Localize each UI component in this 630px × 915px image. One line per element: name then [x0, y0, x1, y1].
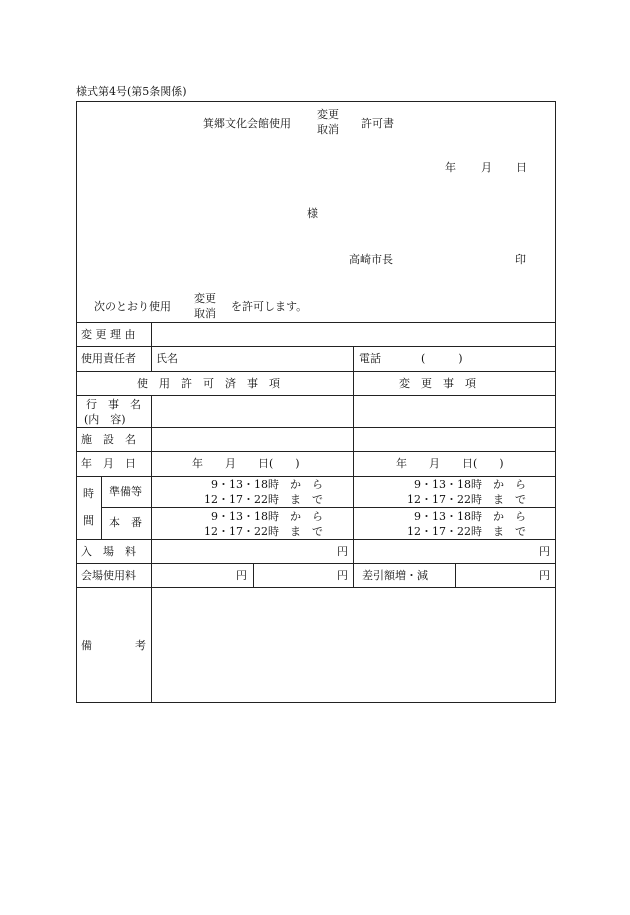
- date-year-label: 年: [445, 161, 456, 174]
- changed-prep-time-until: 12・17・22時 ま で: [407, 493, 526, 506]
- issuer-name: 高崎市長: [349, 253, 393, 266]
- title-prefix: 箕郷文化会館使用: [203, 117, 291, 130]
- approved-items-header: 使 用 許 可 済 事 項: [137, 377, 280, 390]
- approved-date-value: 年 月 日( ): [192, 457, 300, 470]
- form-number: 様式第4号(第5条関係): [76, 85, 187, 98]
- body-option-change: 変更: [194, 292, 216, 305]
- changed-admission-yen: 円: [539, 545, 550, 558]
- admission-yen: 円: [337, 545, 348, 558]
- difference-yen: 円: [539, 569, 550, 582]
- main-time-until: 12・17・22時 ま で: [204, 525, 323, 538]
- date-day-label: 日: [516, 161, 527, 174]
- rule: [353, 346, 354, 587]
- body-suffix: を許可します。: [231, 300, 308, 313]
- change-items-header: 変 更 事 項: [399, 377, 476, 390]
- title-option-cancel: 取消: [317, 123, 339, 136]
- title-suffix: 許可書: [361, 117, 394, 130]
- rule: [151, 322, 152, 371]
- body-prefix: 次のとおり使用: [94, 300, 171, 313]
- name-label: 氏名: [156, 352, 178, 365]
- body-option-cancel: 取消: [194, 307, 216, 320]
- changed-date-value: 年 月 日( ): [396, 457, 504, 470]
- title-option-change: 変更: [317, 108, 339, 121]
- rule: [76, 346, 556, 347]
- rule: [151, 395, 152, 703]
- changed-main-time-from: 9・13・18時 か ら: [414, 510, 526, 523]
- rule: [76, 476, 556, 477]
- time-label-top: 時: [83, 487, 94, 500]
- permit-form-frame: [76, 101, 556, 703]
- changed-prep-time-from: 9・13・18時 か ら: [414, 478, 526, 491]
- date-month-label: 月: [481, 161, 492, 174]
- rule: [76, 427, 556, 428]
- rule: [76, 371, 556, 372]
- prep-label: 準備等: [109, 485, 142, 498]
- title-options: [317, 109, 339, 135]
- rule: [76, 587, 556, 588]
- remarks-label-right: 考: [135, 639, 146, 652]
- event-content-label: (内 容): [84, 413, 126, 426]
- rule: [101, 476, 102, 539]
- phone-area-code: ( ): [421, 352, 463, 365]
- prep-time-from: 9・13・18時 か ら: [211, 478, 323, 491]
- rule: [76, 395, 556, 396]
- phone-label: 電話: [359, 352, 381, 365]
- venue-fee-yen-2: 円: [337, 569, 348, 582]
- rule: [76, 451, 556, 452]
- rule: [101, 507, 556, 508]
- main-time-from: 9・13・18時 か ら: [211, 510, 323, 523]
- prep-time-until: 12・17・22時 ま で: [204, 493, 323, 506]
- main-performance-label: 本 番: [109, 516, 142, 529]
- admission-fee-label: 入 場 料: [81, 545, 136, 558]
- rule: [455, 563, 456, 587]
- addressee-honorific: 様: [307, 207, 318, 220]
- venue-fee-label: 会場使用料: [81, 569, 136, 582]
- responsible-person-label: 使用責任者: [81, 352, 136, 365]
- rule: [76, 539, 556, 540]
- date-label: 年 月 日: [81, 457, 136, 470]
- venue-fee-yen-1: 円: [236, 569, 247, 582]
- change-reason-label: 変 更 理 由: [81, 328, 136, 341]
- seal-mark: 印: [515, 253, 526, 266]
- rule: [76, 322, 556, 323]
- rule: [253, 563, 254, 587]
- time-label-bottom: 間: [83, 514, 94, 527]
- difference-label: 差引額増・減: [362, 569, 428, 582]
- rule: [76, 563, 556, 564]
- remarks-label-left: 備: [81, 639, 92, 652]
- event-name-label: 行 事 名: [86, 398, 141, 411]
- body-options: [194, 293, 216, 319]
- facility-label: 施 設 名: [81, 433, 136, 446]
- changed-main-time-until: 12・17・22時 ま で: [407, 525, 526, 538]
